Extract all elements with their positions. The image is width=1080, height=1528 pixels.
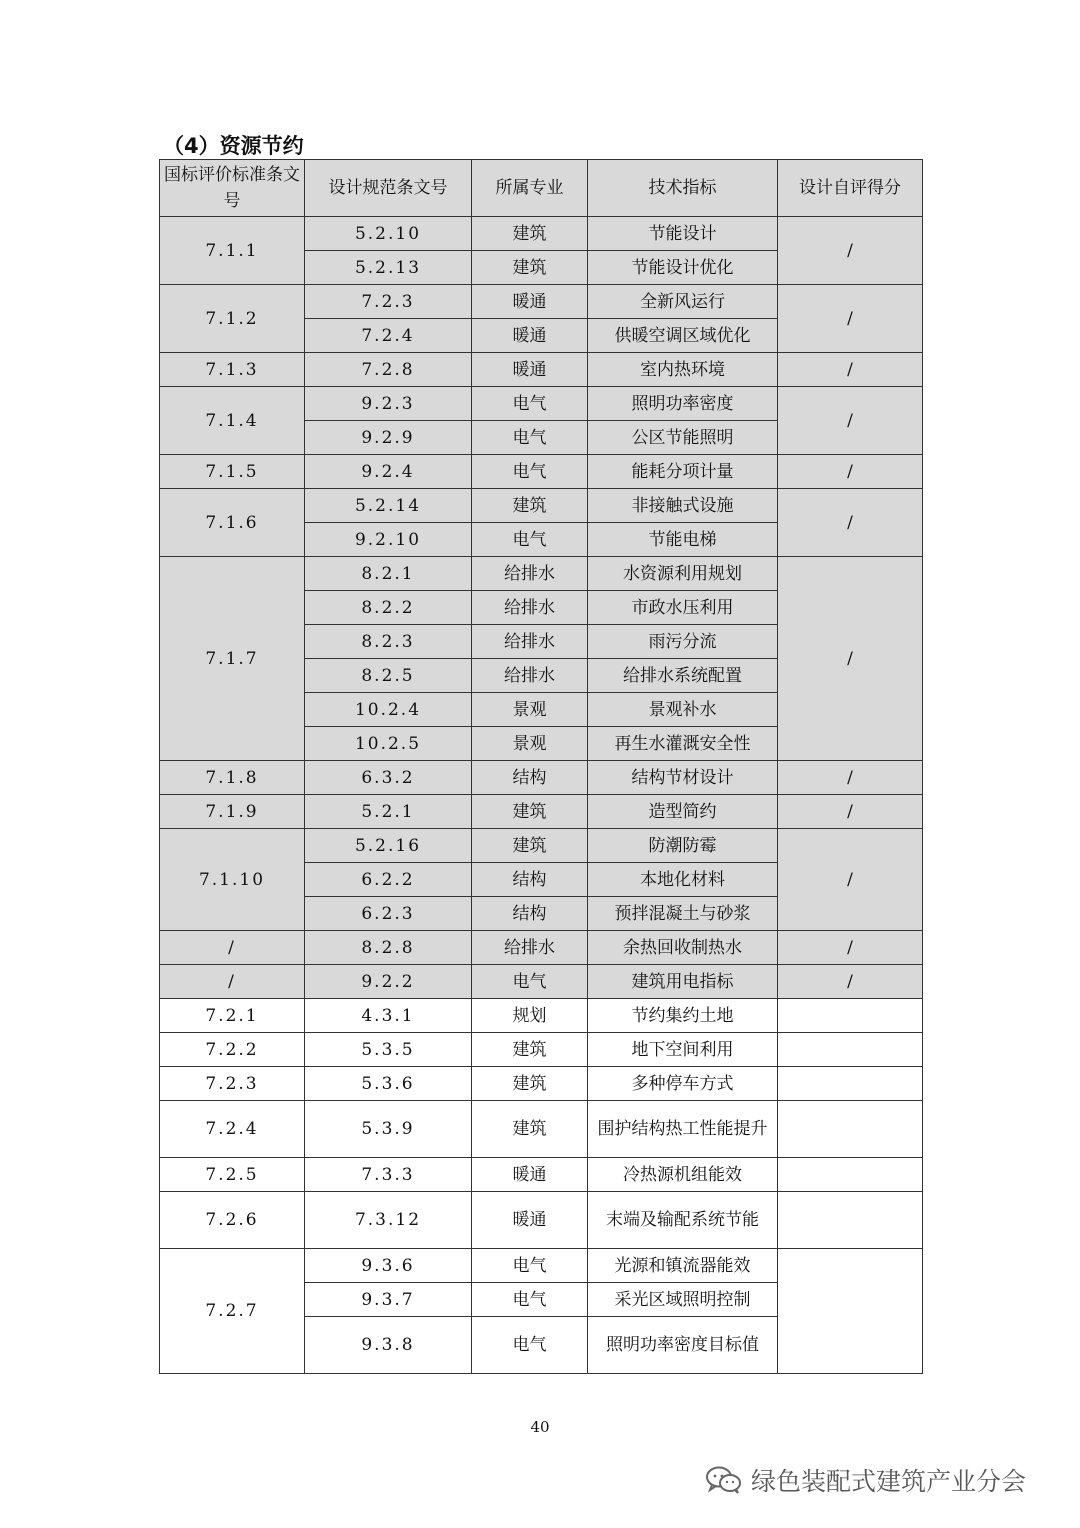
table-row: [160, 761, 923, 795]
table-row: [160, 455, 923, 489]
watermark-text: 绿色装配式建筑产业分会: [751, 1467, 1027, 1496]
discipline-cell: 电气: [472, 1249, 588, 1283]
table-row: [160, 1101, 923, 1158]
std-code-cell: 7.1.4: [160, 387, 305, 455]
design-code-cell: 6.2.2: [305, 863, 472, 897]
discipline-cell: 景观: [472, 727, 588, 761]
table-row: [160, 353, 923, 387]
std-code-cell: /: [160, 931, 305, 965]
discipline-cell: 结构: [472, 863, 588, 897]
std-code-cell: 7.2.5: [160, 1158, 305, 1192]
table-row: [160, 217, 923, 251]
discipline-cell: 结构: [472, 761, 588, 795]
table-row: [160, 965, 923, 999]
indicator-cell: 光源和镇流器能效: [588, 1249, 778, 1283]
discipline-cell: 给排水: [472, 591, 588, 625]
std-code-cell: 7.1.9: [160, 795, 305, 829]
std-code-cell: 7.2.7: [160, 1249, 305, 1374]
indicator-cell: 全新风运行: [588, 285, 778, 319]
header-discipline: 所属专业: [472, 160, 588, 217]
design-code-cell: 7.3.12: [305, 1192, 472, 1249]
design-code-cell: 9.3.6: [305, 1249, 472, 1283]
self-score-cell: /: [778, 557, 923, 761]
design-code-cell: 7.2.4: [305, 319, 472, 353]
design-code-cell: 5.2.14: [305, 489, 472, 523]
table-header-row: [160, 160, 923, 217]
std-code-cell: 7.2.3: [160, 1067, 305, 1101]
self-score-cell: /: [778, 387, 923, 455]
indicator-cell: 再生水灌溉安全性: [588, 727, 778, 761]
design-code-cell: 5.2.16: [305, 829, 472, 863]
discipline-cell: 景观: [472, 693, 588, 727]
design-code-cell: 5.3.9: [305, 1101, 472, 1158]
table-row: [160, 1249, 923, 1283]
discipline-cell: 给排水: [472, 557, 588, 591]
table-row: [160, 1033, 923, 1067]
discipline-cell: 建筑: [472, 795, 588, 829]
self-score-cell: [778, 999, 923, 1033]
design-code-cell: 6.2.3: [305, 897, 472, 931]
indicator-cell: 景观补水: [588, 693, 778, 727]
table-row: [160, 557, 923, 591]
indicator-cell: 本地化材料: [588, 863, 778, 897]
discipline-cell: 暖通: [472, 319, 588, 353]
design-code-cell: 5.2.1: [305, 795, 472, 829]
design-code-cell: 9.2.10: [305, 523, 472, 557]
table-row: [160, 387, 923, 421]
discipline-cell: 结构: [472, 897, 588, 931]
self-score-cell: /: [778, 965, 923, 999]
self-score-cell: [778, 1101, 923, 1158]
std-code-cell: /: [160, 965, 305, 999]
header-indicator: 技术指标: [588, 160, 778, 217]
watermark: [705, 1462, 1026, 1498]
self-score-cell: /: [778, 455, 923, 489]
indicator-cell: 地下空间利用: [588, 1033, 778, 1067]
discipline-cell: 建筑: [472, 1101, 588, 1158]
self-score-cell: /: [778, 761, 923, 795]
std-code-cell: 7.1.3: [160, 353, 305, 387]
std-code-cell: 7.2.4: [160, 1101, 305, 1158]
std-code-cell: 7.1.2: [160, 285, 305, 353]
table-row: [160, 1158, 923, 1192]
indicator-cell: 水资源利用规划: [588, 557, 778, 591]
standards-table: [159, 159, 923, 1374]
indicator-cell: 雨污分流: [588, 625, 778, 659]
self-score-cell: /: [778, 829, 923, 931]
self-score-cell: [778, 1192, 923, 1249]
indicator-cell: 余热回收制热水: [588, 931, 778, 965]
indicator-cell: 供暖空调区域优化: [588, 319, 778, 353]
indicator-cell: 造型简约: [588, 795, 778, 829]
header-design-code: 设计规范条文号: [305, 160, 472, 217]
indicator-cell: 节约集约土地: [588, 999, 778, 1033]
header-std-code: 国标评价标准条文号: [160, 160, 305, 217]
design-code-cell: 9.2.2: [305, 965, 472, 999]
discipline-cell: 建筑: [472, 829, 588, 863]
indicator-cell: 围护结构热工性能提升: [588, 1101, 778, 1158]
discipline-cell: 暖通: [472, 1192, 588, 1249]
table-row: [160, 829, 923, 863]
indicator-cell: 公区节能照明: [588, 421, 778, 455]
discipline-cell: 电气: [472, 387, 588, 421]
table-row: [160, 1067, 923, 1101]
discipline-cell: 电气: [472, 965, 588, 999]
design-code-cell: 9.2.9: [305, 421, 472, 455]
design-code-cell: 9.2.4: [305, 455, 472, 489]
indicator-cell: 节能设计: [588, 217, 778, 251]
wechat-icon: [705, 1465, 743, 1495]
indicator-cell: 末端及输配系统节能: [588, 1192, 778, 1249]
design-code-cell: 5.2.10: [305, 217, 472, 251]
std-code-cell: 7.1.10: [160, 829, 305, 931]
discipline-cell: 暖通: [472, 285, 588, 319]
self-score-cell: /: [778, 353, 923, 387]
design-code-cell: 8.2.1: [305, 557, 472, 591]
indicator-cell: 建筑用电指标: [588, 965, 778, 999]
discipline-cell: 电气: [472, 1317, 588, 1374]
design-code-cell: 9.3.7: [305, 1283, 472, 1317]
design-code-cell: 10.2.5: [305, 727, 472, 761]
design-code-cell: 4.3.1: [305, 999, 472, 1033]
discipline-cell: 给排水: [472, 625, 588, 659]
design-code-cell: 9.2.3: [305, 387, 472, 421]
page-number: 40: [530, 1418, 550, 1436]
table-row: [160, 795, 923, 829]
self-score-cell: [778, 1158, 923, 1192]
table-row: [160, 489, 923, 523]
self-score-cell: /: [778, 285, 923, 353]
design-code-cell: 7.3.3: [305, 1158, 472, 1192]
indicator-cell: 预拌混凝土与砂浆: [588, 897, 778, 931]
discipline-cell: 给排水: [472, 931, 588, 965]
design-code-cell: 7.2.3: [305, 285, 472, 319]
indicator-cell: 室内热环境: [588, 353, 778, 387]
indicator-cell: 冷热源机组能效: [588, 1158, 778, 1192]
design-code-cell: 5.3.6: [305, 1067, 472, 1101]
self-score-cell: /: [778, 489, 923, 557]
design-code-cell: 8.2.8: [305, 931, 472, 965]
design-code-cell: 10.2.4: [305, 693, 472, 727]
indicator-cell: 给排水系统配置: [588, 659, 778, 693]
self-score-cell: [778, 1033, 923, 1067]
indicator-cell: 采光区域照明控制: [588, 1283, 778, 1317]
indicator-cell: 照明功率密度目标值: [588, 1317, 778, 1374]
discipline-cell: 给排水: [472, 659, 588, 693]
std-code-cell: 7.1.5: [160, 455, 305, 489]
design-code-cell: 9.3.8: [305, 1317, 472, 1374]
header-self-score: 设计自评得分: [778, 160, 923, 217]
indicator-cell: 非接触式设施: [588, 489, 778, 523]
table-body: [160, 217, 923, 1374]
std-code-cell: 7.1.7: [160, 557, 305, 761]
indicator-cell: 能耗分项计量: [588, 455, 778, 489]
discipline-cell: 规划: [472, 999, 588, 1033]
discipline-cell: 电气: [472, 455, 588, 489]
discipline-cell: 电气: [472, 523, 588, 557]
design-code-cell: 5.2.13: [305, 251, 472, 285]
table-row: [160, 1192, 923, 1249]
discipline-cell: 暖通: [472, 353, 588, 387]
indicator-cell: 结构节材设计: [588, 761, 778, 795]
self-score-cell: [778, 1249, 923, 1374]
std-code-cell: 7.2.1: [160, 999, 305, 1033]
indicator-cell: 多种停车方式: [588, 1067, 778, 1101]
indicator-cell: 照明功率密度: [588, 387, 778, 421]
design-code-cell: 8.2.2: [305, 591, 472, 625]
discipline-cell: 电气: [472, 1283, 588, 1317]
design-code-cell: 8.2.5: [305, 659, 472, 693]
table-row: [160, 931, 923, 965]
section-title: （4）资源节约: [163, 134, 304, 158]
design-code-cell: 6.3.2: [305, 761, 472, 795]
self-score-cell: /: [778, 217, 923, 285]
discipline-cell: 暖通: [472, 1158, 588, 1192]
indicator-cell: 节能设计优化: [588, 251, 778, 285]
discipline-cell: 电气: [472, 421, 588, 455]
std-code-cell: 7.2.6: [160, 1192, 305, 1249]
indicator-cell: 节能电梯: [588, 523, 778, 557]
std-code-cell: 7.2.2: [160, 1033, 305, 1067]
std-code-cell: 7.1.1: [160, 217, 305, 285]
std-code-cell: 7.1.8: [160, 761, 305, 795]
self-score-cell: /: [778, 795, 923, 829]
self-score-cell: /: [778, 931, 923, 965]
design-code-cell: 8.2.3: [305, 625, 472, 659]
std-code-cell: 7.1.6: [160, 489, 305, 557]
self-score-cell: [778, 1067, 923, 1101]
discipline-cell: 建筑: [472, 1033, 588, 1067]
discipline-cell: 建筑: [472, 251, 588, 285]
table-row: [160, 999, 923, 1033]
discipline-cell: 建筑: [472, 1067, 588, 1101]
indicator-cell: 市政水压利用: [588, 591, 778, 625]
table-row: [160, 285, 923, 319]
discipline-cell: 建筑: [472, 217, 588, 251]
discipline-cell: 建筑: [472, 489, 588, 523]
design-code-cell: 7.2.8: [305, 353, 472, 387]
design-code-cell: 5.3.5: [305, 1033, 472, 1067]
indicator-cell: 防潮防霉: [588, 829, 778, 863]
